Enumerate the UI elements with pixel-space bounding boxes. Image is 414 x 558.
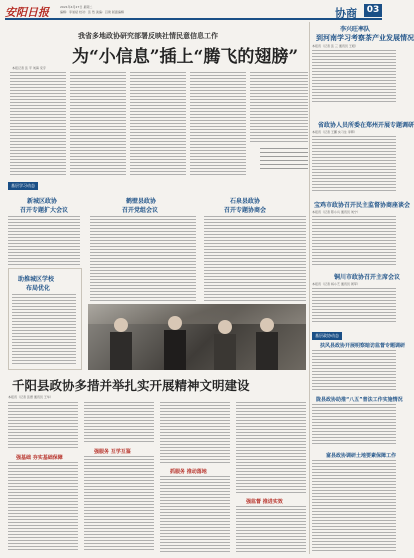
right-mid3-body bbox=[312, 288, 396, 324]
col3-body bbox=[204, 216, 306, 302]
right-top-body bbox=[312, 50, 396, 102]
col2-headline-l2: 召开党组会议 bbox=[122, 207, 159, 214]
page-number: 03 bbox=[364, 4, 382, 17]
right-top-headline: 到河南学习考察茶产业发展情况 bbox=[316, 34, 414, 42]
bottom-col1-b bbox=[8, 462, 78, 552]
right-lower2-headline: 陇县政协助推“八五”普法工作实施情况 bbox=[316, 397, 403, 403]
top-story-col2 bbox=[70, 72, 126, 176]
col1-headline-l2: 召开专题扩大会议 bbox=[20, 207, 69, 214]
bottom-headline: 千阳县政协多措并举扎实开展精神文明建设 bbox=[12, 378, 250, 393]
right-section-label: 基层政协动态 bbox=[312, 332, 342, 340]
right-lower1-headline: 扶风县政协开展明察暗访监督专题调研 bbox=[320, 343, 406, 349]
col2-body bbox=[90, 216, 196, 302]
bottom-sub1: 强基础 夯实基础保障 bbox=[16, 455, 63, 461]
top-story-col5 bbox=[250, 72, 308, 142]
bottom-col2-a bbox=[84, 402, 154, 444]
col3-headline-l1: 石泉县政协 bbox=[230, 198, 261, 205]
bottom-col4-b bbox=[236, 506, 306, 552]
right-mid-headline: 省政协人员所委在郑州开展专题调研 bbox=[318, 122, 414, 129]
top-story-col3 bbox=[130, 72, 186, 176]
right-top-byline: 本报讯（记者 张 三 通讯员 王昭） bbox=[312, 44, 358, 48]
top-story-author: 本报记者 张 平 刘海 宋宇 bbox=[12, 66, 46, 70]
left-box-headline-l2: 布局优化 bbox=[26, 285, 51, 292]
bottom-col3-a bbox=[160, 402, 230, 464]
masthead-editors: 编辑：李旭斌 校对：张 然 美编：吕建 版面编辑 bbox=[60, 10, 124, 14]
right-top-kicker: 李兴旺率队 bbox=[340, 26, 371, 33]
top-story-kicker: 我省多地政协研究部署反映社情民意信息工作 bbox=[78, 32, 218, 40]
top-story-sign bbox=[260, 148, 308, 170]
right-mid2-headline: 宝鸡市政协召开民主监督协商座谈会 bbox=[314, 202, 411, 209]
left-box-body bbox=[12, 294, 76, 364]
bottom-sub4: 强监督 推进实效 bbox=[246, 499, 283, 505]
right-mid-byline: 本报讯（记者 王鹏 实习生 李辉） bbox=[312, 130, 357, 134]
right-mid3-byline: 本报讯（记者 杨小艺 通讯员 周军） bbox=[312, 282, 360, 286]
meeting-photo bbox=[88, 304, 306, 370]
section-title: 协商 bbox=[335, 7, 357, 20]
right-mid2-byline: 本报讯（记者 陈小兵 通讯员 刘宁） bbox=[312, 210, 360, 214]
right-lower1-body bbox=[312, 350, 396, 390]
top-story-col1 bbox=[10, 72, 66, 176]
bottom-sub3: 抓服务 推动落地 bbox=[170, 469, 207, 475]
column-divider bbox=[309, 22, 310, 554]
right-lower3-headline: 富县政协调研土地要素保障工作 bbox=[326, 453, 397, 459]
left-section-label: 基层学习动态 bbox=[8, 182, 38, 190]
masthead-title: 安阳日报 bbox=[5, 6, 49, 19]
masthead-date: 2021年4月27日 星期二 bbox=[60, 5, 93, 9]
bottom-byline: 本报讯（记者 张德 通讯员 王华） bbox=[8, 395, 53, 399]
right-mid2-body bbox=[312, 216, 396, 266]
col1-headline-l1: 新城区政协 bbox=[27, 198, 58, 205]
bottom-col1-a bbox=[8, 402, 78, 450]
right-mid3-headline: 铜川市政协召开主席会议 bbox=[334, 274, 401, 281]
bottom-col2-b bbox=[84, 456, 154, 552]
right-lower3-body bbox=[312, 460, 396, 552]
right-lower2-body bbox=[312, 404, 396, 444]
bottom-sub2: 强服务 互学互鉴 bbox=[94, 449, 131, 455]
top-story-headline: 为“小信息”插上“腾飞的翅膀” bbox=[72, 47, 299, 67]
right-mid-body bbox=[312, 136, 396, 192]
left-box-headline-l1: 助推城区学校 bbox=[18, 276, 55, 283]
top-story-col4 bbox=[190, 72, 246, 176]
col2-headline-l1: 鹤壁县政协 bbox=[126, 198, 157, 205]
bottom-col4-a bbox=[236, 402, 306, 494]
masthead-rule bbox=[5, 18, 382, 20]
col1-body bbox=[8, 216, 80, 266]
col3-headline-l2: 召开专题协商会 bbox=[224, 207, 267, 214]
bottom-col3-b bbox=[160, 476, 230, 552]
